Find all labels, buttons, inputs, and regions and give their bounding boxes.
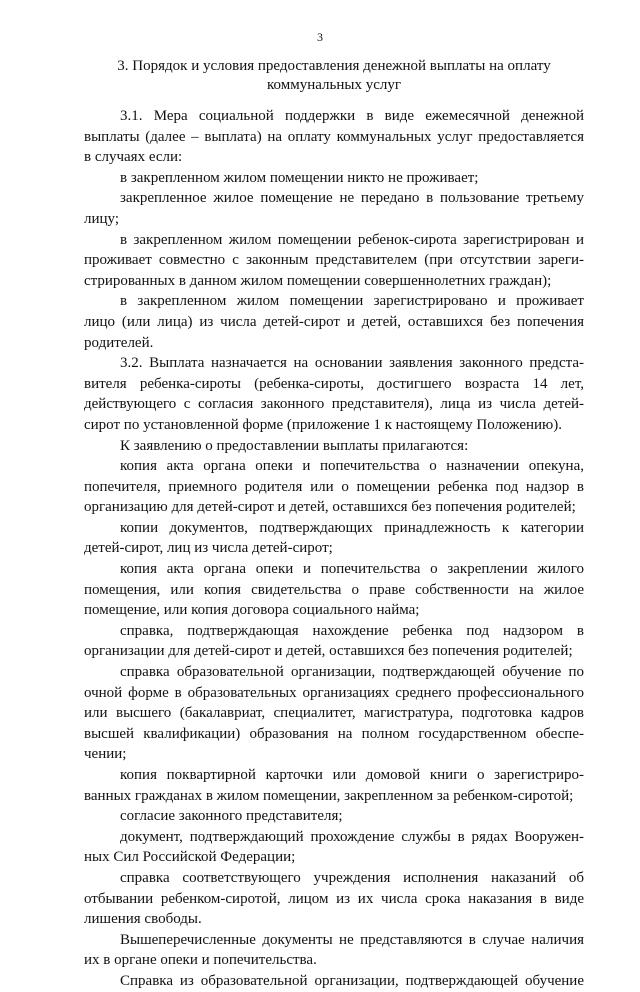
paragraph-line: Справка из образовательной организации, подтверждающей обучение	[120, 972, 584, 989]
paragraph	[84, 971, 584, 992]
paragraph-line: стрированных в данном жилом помещении совершеннолетних граждан);	[84, 272, 552, 289]
paragraph-line: лицо (или лица) из числа детей-сирот и детей, оставшихся без попечения	[84, 313, 584, 330]
paragraph-line: отбывании ребенком-сиротой, лицом из их числа срока наказания в виде	[84, 890, 584, 907]
paragraph-line: детей-сирот, лиц из числа детей-сирот;	[84, 540, 333, 557]
paragraph	[84, 188, 584, 229]
paragraph	[84, 518, 584, 559]
paragraph-line: закрепленное жилое помещение не передано в пользование третьему	[120, 190, 584, 207]
paragraph	[84, 868, 584, 930]
paragraph-line: ных Сил Российской Федерации;	[84, 849, 296, 866]
paragraph-line: К заявлению о предоставлении выплаты прилагаются:	[120, 437, 469, 454]
paragraph-line: копия акта органа опеки и попечительства о назначении опекуна,	[120, 458, 584, 475]
paragraph	[84, 930, 584, 971]
paragraph-line: Вышеперечисленные документы не представляются в случае наличия	[120, 931, 584, 948]
paragraph-line: вителя ребенка-сироты (ребенка-сироты, достигшего возраста 14 лет,	[84, 375, 584, 392]
heading-line: коммунальных услуг	[266, 77, 402, 93]
paragraph-line: в случаях если:	[84, 149, 183, 166]
paragraph-line: высшей квалификации) образования на полном государственном обеспе-	[84, 725, 584, 742]
section-heading	[84, 57, 584, 95]
paragraph-line: лишения свободы.	[84, 911, 202, 928]
paragraph-line: действующего с согласия законного представителя), лица из числа детей-	[84, 396, 584, 413]
paragraph	[84, 168, 584, 189]
paragraph-line: помещение, или копия договора социального найма;	[84, 602, 420, 619]
paragraph-line: копии документов, подтверждающих принадлежность к категории	[120, 519, 584, 536]
paragraph-line: в закрепленном жилом помещении ребенок-сирота зарегистрирован и	[120, 231, 584, 248]
paragraph-line: копия поквартирной карточки или домовой книги о зарегистриро-	[120, 767, 584, 783]
paragraph-line: организации для детей-сирот и детей, оставшихся без попечения родителей;	[84, 643, 573, 660]
paragraph-line: в закрепленном жилом помещении никто не проживает;	[120, 169, 479, 186]
paragraph-line: справка, подтверждающая нахождение ребенка под надзором в	[120, 622, 584, 639]
paragraph	[84, 765, 584, 806]
paragraph	[84, 827, 584, 868]
paragraph	[84, 291, 584, 353]
paragraph	[84, 230, 584, 292]
paragraph-line: организацию для детей-сирот и детей, оставшихся без попечения родителей;	[84, 499, 576, 516]
paragraph-line: попечителя, приемного родителя или о помещении ребенка под надзор в	[84, 478, 584, 495]
paragraph-line: чении;	[84, 746, 127, 763]
paragraph-line: в закрепленном жилом помещении зарегистрировано и проживает	[120, 293, 584, 310]
paragraph	[84, 106, 584, 168]
paragraph-line: копия акта органа опеки и попечительства о закреплении жилого	[120, 561, 584, 578]
paragraph-line: родителей.	[84, 334, 154, 351]
heading-line: 3. Порядок и условия предоставления денежной выплаты на оплату	[117, 58, 551, 74]
paragraph-line: лицу;	[84, 210, 120, 227]
paragraph-line: 3.2. Выплата назначается на основании заявления законного предста-	[120, 355, 584, 372]
paragraph-line: помещения, или копия свидетельства о праве собственности на жилое	[84, 581, 584, 598]
paragraph	[84, 621, 584, 662]
paragraph	[84, 559, 584, 621]
paragraph-line: справка образовательной организации, подтверждающей обучение по	[120, 664, 584, 681]
paragraph	[84, 806, 584, 827]
paragraph-line: справка соответствующего учреждения исполнения наказаний об	[120, 869, 584, 886]
paragraph-line: документ, подтверждающий прохождение службы в рядах Вооружен-	[120, 828, 584, 845]
document-body	[84, 106, 584, 992]
paragraph-line: согласие законного представителя;	[120, 808, 343, 825]
page-number: 3	[317, 30, 323, 44]
paragraph-line: проживает совместно с законным представителем (при отсутствии зареги-	[84, 252, 584, 269]
paragraph-line: их в органе опеки и попечительства.	[84, 952, 317, 969]
paragraph-line: или высшего (бакалавриат, специалитет, магистратура, подготовка кадров	[84, 705, 584, 722]
paragraph-line: очной форме в образовательных организациях среднего профессионального	[84, 684, 584, 701]
paragraph-line: выплаты (далее – выплата) на оплату коммунальных услуг предоставляется	[84, 128, 584, 145]
paragraph	[84, 456, 584, 518]
paragraph	[84, 353, 584, 435]
paragraph-line: ванных гражданах в жилом помещении, закрепленном за ребенком-сиротой;	[84, 787, 574, 804]
paragraph-line: сирот по установленной форме (приложение 1 к настоящему Положению).	[84, 416, 562, 433]
paragraph	[84, 662, 584, 765]
paragraph-line: 3.1. Мера социальной поддержки в виде ежемесячной денежной	[120, 108, 584, 124]
paragraph	[84, 436, 584, 457]
